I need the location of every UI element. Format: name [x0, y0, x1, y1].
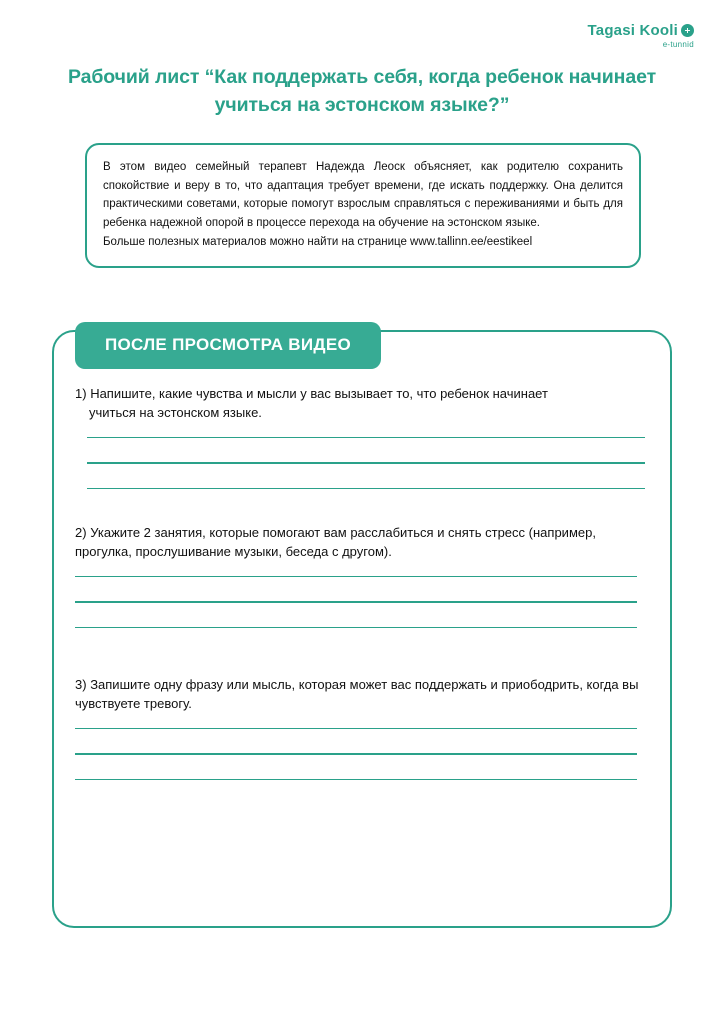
intro-box: [85, 143, 641, 268]
answer-line[interactable]: [87, 462, 645, 464]
page-title: Рабочий лист “Как поддержать себя, когда ребенок начинает учиться на эстонском языке?”: [67, 66, 657, 116]
answer-line[interactable]: [75, 601, 637, 603]
question-1-text: [75, 385, 645, 423]
question-3-number: 3): [75, 677, 87, 692]
question-3: [75, 676, 645, 780]
answer-line[interactable]: [75, 627, 637, 629]
logo-title-text: Tagasi Kooli: [587, 22, 678, 39]
question-3-text: [75, 676, 645, 714]
question-3-line2: приободрить, когда вы чувствуете тревогу.: [75, 677, 639, 711]
question-1-answer-lines[interactable]: [87, 437, 645, 490]
question-1-number: 1): [75, 386, 87, 401]
answer-line[interactable]: [87, 488, 645, 490]
intro-paragraph: В этом видео семейный терапевт Надежда Леоск объясняет, как родителю сохранить спокойствие и веру в то, что адаптация требует времени, где искать поддержку. Она делится практическими советами, которые помогут взрослым справляться с переживаниями и быть для ребенка надежной опорой в процессе перехода на обучение на эстонском языке.: [103, 161, 623, 229]
question-3-line1: Запишите одну фразу или мысль, которая может вас поддержать и: [90, 677, 498, 692]
answer-line[interactable]: [75, 576, 637, 578]
question-2-line2: (например, прогулка, прослушивание музыки, беседа с другом).: [75, 525, 596, 559]
answer-line[interactable]: [87, 437, 645, 439]
logo: [588, 22, 694, 49]
logo-title: [588, 22, 694, 38]
answer-line[interactable]: [75, 753, 637, 755]
question-2-number: 2): [75, 525, 87, 540]
question-1-line2: учиться на эстонском языке.: [89, 404, 262, 420]
answer-line[interactable]: [75, 779, 637, 781]
question-2-text: [75, 524, 645, 562]
question-2-line1: Укажите 2 занятия, которые помогают вам расслабиться и снять стресс: [90, 525, 526, 540]
intro-more-link-text: Больше полезных материалов можно найти на странице www.tallinn.ee/eestikeel: [103, 235, 533, 248]
question-1-line1: Напишите, какие чувства и мысли у вас вызывает то, что ребенок начинает: [90, 386, 548, 401]
answer-line[interactable]: [75, 728, 637, 730]
question-2-answer-lines[interactable]: [75, 576, 637, 629]
question-1: [75, 385, 645, 489]
logo-subtitle: e-tunnid: [662, 40, 694, 49]
question-2: [75, 524, 645, 628]
section-badge: ПОСЛЕ ПРОСМОТРА ВИДЕО: [75, 322, 381, 369]
question-3-answer-lines[interactable]: [75, 728, 637, 781]
plus-circle-icon: [681, 24, 694, 37]
